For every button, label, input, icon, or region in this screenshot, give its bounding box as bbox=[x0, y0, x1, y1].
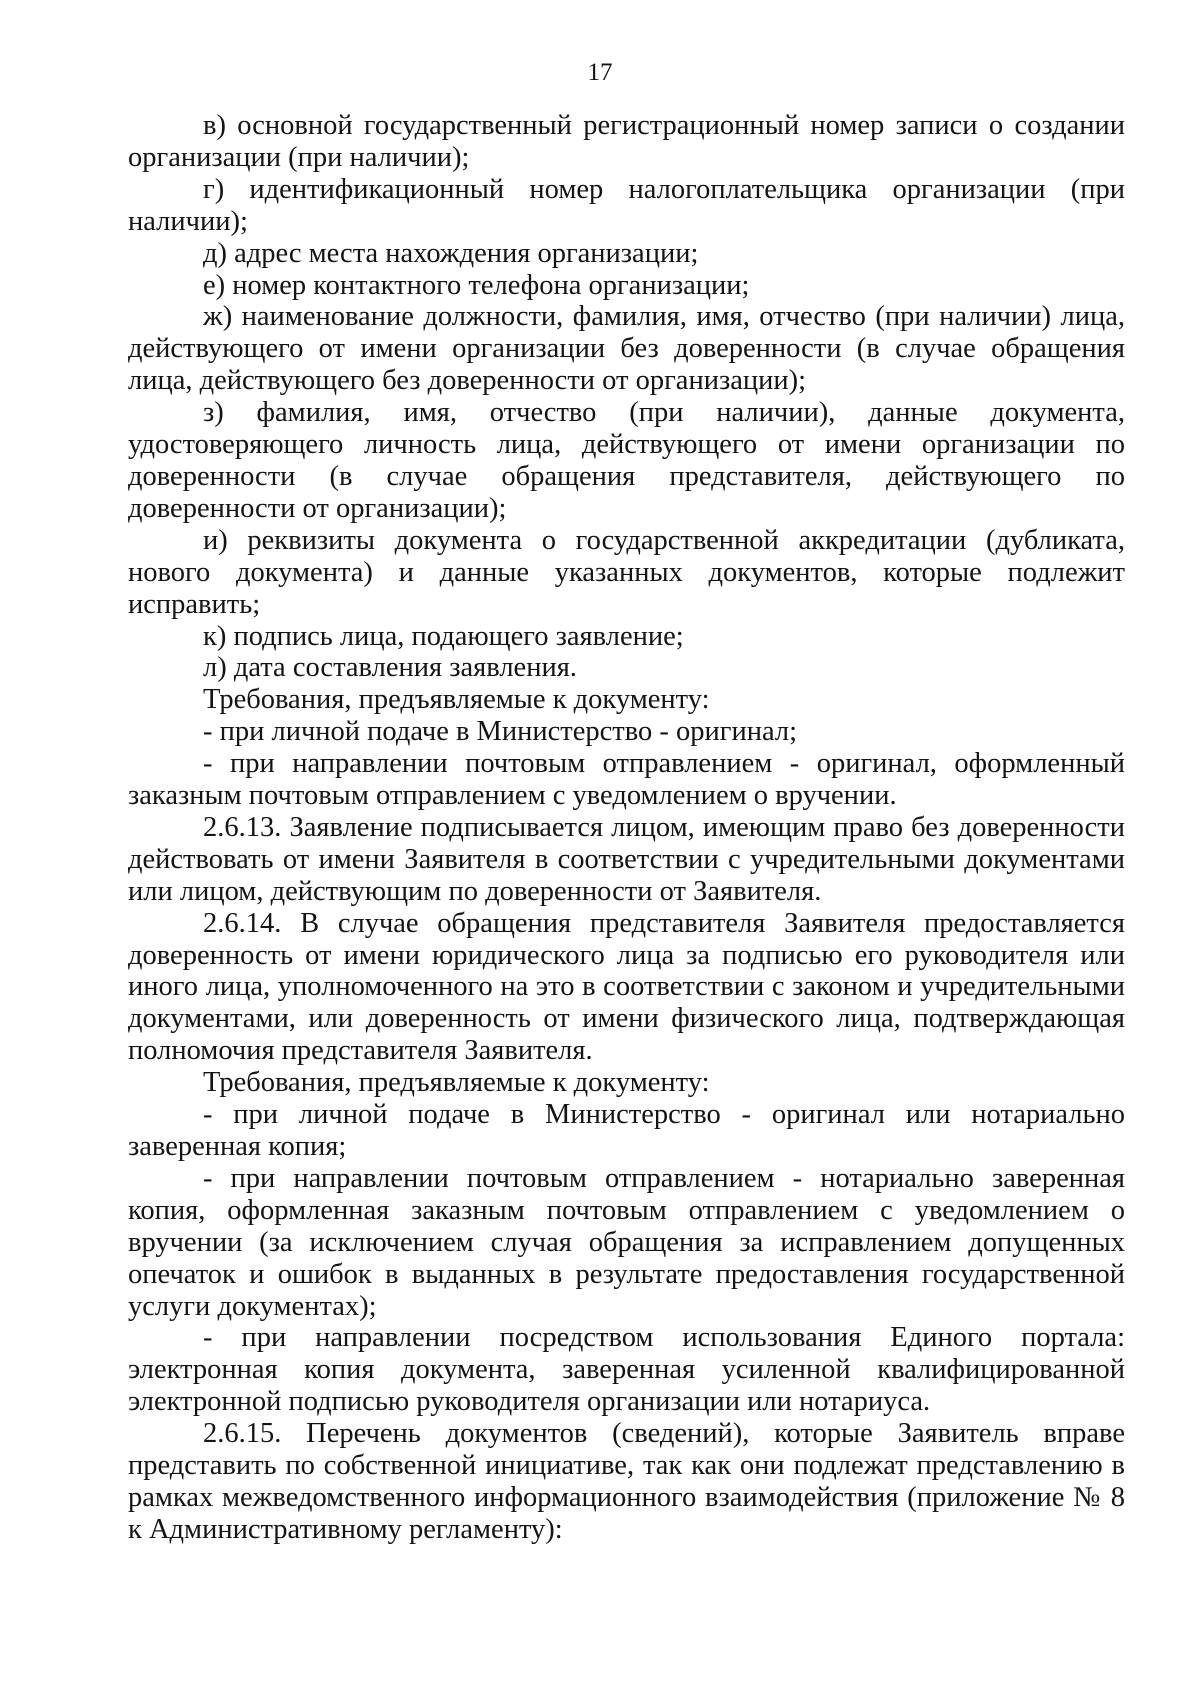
paragraph-item-g: г) идентификационный номер налогоплательщика организации (при наличии); bbox=[128, 173, 1125, 237]
paragraph-item-l: л) дата составления заявления. bbox=[203, 652, 577, 684]
paragraph-item-e: е) номер контактного телефона организации; bbox=[203, 269, 750, 301]
paragraph-2-6-15: 2.6.15. Перечень документов (сведений), которые Заявитель вправе представить по собственной инициативе, так как они подлежат представлению в рамках межведомственного информационного взаимодействия (приложение № 8 к Административному регламенту): bbox=[128, 1418, 1125, 1545]
paragraph-requirement-portal: - при направлении посредством использования Единого портала: электронная копия документа, заверенная усиленной квалифицированной электронной подписью руководителя организации или нотариуса. bbox=[128, 1322, 1125, 1418]
paragraph-item-zh: ж) наименование должности, фамилия, имя, отчество (при наличии) лица, действующего от имени организации без доверенности (в случае обращения лица, действующего без доверенности от организации); bbox=[128, 301, 1125, 397]
paragraph-requirements-heading-2: Требования, предъявляемые к документу: bbox=[203, 1067, 710, 1099]
paragraph-2-6-13: 2.6.13. Заявление подписывается лицом, имеющим право без доверенности действовать от имени Заявителя в соответствии с учредительными документами или лицом, действующим по доверенности от Заявителя. bbox=[128, 811, 1125, 907]
paragraph-requirement-personal-2: - при личной подаче в Министерство - оригинал или нотариально заверенная копия; bbox=[128, 1099, 1125, 1162]
paragraph-item-k: к) подпись лица, подающего заявление; bbox=[203, 620, 684, 652]
paragraph-requirement-postal-2: - при направлении почтовым отправлением - нотариально заверенная копия, оформленная заказным почтовым отправлением с уведомлением о вручении (за исключением случая обращения за исправлением допущенных опечаток и ошибок в выданных в результате предоставления государственной услуги документах); bbox=[128, 1162, 1125, 1322]
paragraph-2-6-14: 2.6.14. В случае обращения представителя Заявителя предоставляется доверенность от имени юридического лица за подписью его руководителя или иного лица, уполномоченного на это в соответствии с законом и учредительными документами, или доверенность от имени физического лица, подтверждающая полномочия представителя Заявителя. bbox=[128, 907, 1125, 1067]
paragraph-requirements-heading: Требования, предъявляемые к документу: bbox=[203, 684, 710, 716]
document-body bbox=[128, 110, 1125, 1546]
paragraph-requirement-personal: - при личной подаче в Министерство - оригинал; bbox=[203, 716, 798, 748]
paragraph-item-v: в) основной государственный регистрационный номер записи о создании организации (при наличии); bbox=[128, 110, 1125, 173]
paragraph-item-i: и) реквизиты документа о государственной аккредитации (дубликата, нового документа) и данные указанных документов, которые подлежит исправить; bbox=[128, 524, 1125, 620]
paragraph-item-d: д) адрес места нахождения организации; bbox=[203, 237, 699, 269]
paragraph-item-z: з) фамилия, имя, отчество (при наличии), данные документа, удостоверяющего личность лица, действующего от имени организации по доверенности (в случае обращения представителя, действующего по доверенности от организации); bbox=[128, 397, 1125, 524]
paragraph-requirement-postal: - при направлении почтовым отправлением - оригинал, оформленный заказным почтовым отправлением с уведомлением о вручении. bbox=[128, 748, 1125, 812]
page-number: 17 bbox=[587, 59, 613, 86]
